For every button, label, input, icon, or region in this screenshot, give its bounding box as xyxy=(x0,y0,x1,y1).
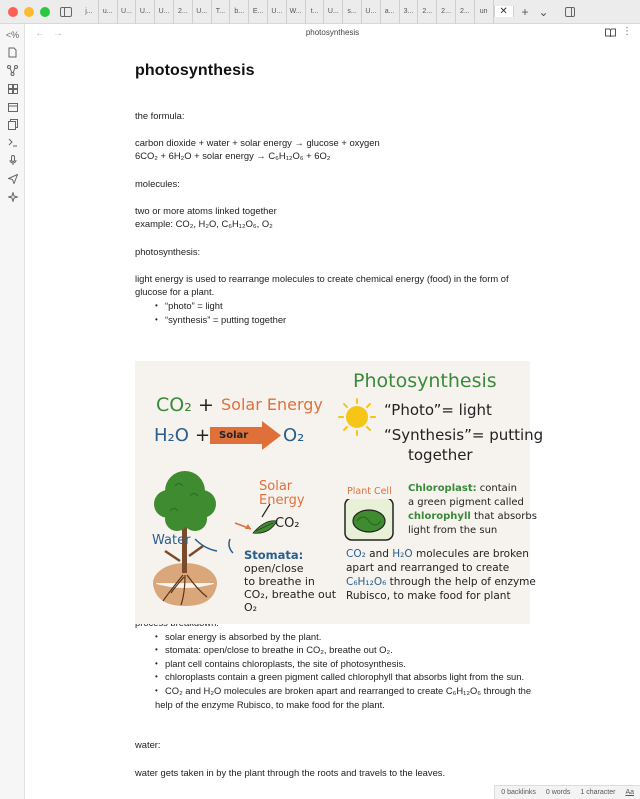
caption-rest: through the help of enzyme xyxy=(386,576,536,588)
stomata-line: to breathe in xyxy=(244,575,315,588)
templater-icon[interactable]: <% xyxy=(5,29,20,40)
tab-active-close[interactable] xyxy=(494,6,514,17)
close-icon[interactable]: ✕ xyxy=(499,6,508,17)
list-item: • “photo” = light xyxy=(155,299,535,313)
caption-and: and xyxy=(365,548,393,560)
tab[interactable]: E... xyxy=(249,0,268,24)
graph-icon[interactable] xyxy=(6,64,19,77)
tab[interactable]: s... xyxy=(343,0,362,24)
chloroplast-label: Chloroplast: xyxy=(408,483,477,494)
formula-words: carbon dioxide + water + solar energy → glucose + oxygen xyxy=(135,136,380,148)
tree-co2-label: CO₂ xyxy=(275,516,300,531)
photosynthesis-paragraph: light energy is used to rearrange molecules to create chemical energy (food) in the form of glucose for a plant. xyxy=(135,272,509,298)
backlinks-count[interactable]: 0 backlinks xyxy=(501,789,536,796)
process-bullets xyxy=(135,630,535,698)
list-item: • plant cell contains chloroplasts, the site of photosynthesis. xyxy=(155,657,535,671)
tab[interactable]: U... xyxy=(324,0,343,24)
more-options-icon[interactable]: ⋮ xyxy=(622,26,632,37)
terminal-icon[interactable] xyxy=(6,136,19,149)
tab-list-dropdown-icon[interactable]: ⌄ xyxy=(538,4,549,19)
tab[interactable]: 2... xyxy=(437,0,456,24)
word-count: 0 words xyxy=(545,789,571,796)
stomata-line: open/close xyxy=(244,562,304,575)
leaf-icon xyxy=(253,521,277,534)
left-sidebar-toggle-icon[interactable] xyxy=(60,7,72,17)
molecules-heading: molecules: xyxy=(135,177,180,189)
photosynthesis-bullets xyxy=(135,299,535,326)
back-arrow-icon[interactable]: ← xyxy=(35,27,45,39)
reading-view-icon[interactable] xyxy=(605,28,616,39)
stomata-line: O₂ xyxy=(244,601,258,614)
caption-rest: molecules are broken xyxy=(412,548,529,560)
chloroplast-line: light from the sun xyxy=(408,525,498,536)
file-icon[interactable] xyxy=(6,46,19,59)
formula-heading: the formula: xyxy=(135,109,185,121)
list-item: • “synthesis” = putting together xyxy=(155,313,535,327)
co2-label: CO₂ xyxy=(156,394,192,416)
infographic-title: Photosynthesis xyxy=(353,370,497,392)
left-ribbon xyxy=(0,24,25,799)
tab[interactable]: a... xyxy=(381,0,400,24)
character-count: 1 character xyxy=(580,789,616,796)
tree-energy-label: Energy xyxy=(259,493,305,508)
tree-solar-label: Solar xyxy=(259,479,293,494)
tab[interactable]: un xyxy=(475,0,494,24)
tab[interactable]: U... xyxy=(118,0,137,24)
photosynthesis-infographic[interactable] xyxy=(135,361,544,624)
plus-sign: + xyxy=(198,394,214,416)
stomata-line: CO₂, breathe out xyxy=(244,588,337,601)
calendar-icon[interactable] xyxy=(6,100,19,113)
tab[interactable]: U... xyxy=(362,0,381,24)
photo-definition: “Photo”= light xyxy=(384,401,492,419)
stomata-label: Stomata: xyxy=(244,548,304,562)
chloroplast-line xyxy=(408,483,517,494)
minimize-window-button[interactable] xyxy=(24,7,34,17)
h2o-label: H₂O xyxy=(154,425,189,446)
tab[interactable]: 2... xyxy=(418,0,437,24)
font-settings-icon[interactable]: Aa xyxy=(625,789,634,796)
tab[interactable]: 2... xyxy=(456,0,475,24)
sun-icon xyxy=(339,399,375,435)
right-sidebar-toggle-icon[interactable] xyxy=(565,7,575,17)
close-window-button[interactable] xyxy=(8,7,18,17)
tab-list xyxy=(80,0,494,24)
list-item: • chloroplasts contain a green pigment called chlorophyll that absorbs light from the sun. xyxy=(155,670,535,684)
o2-label: O₂ xyxy=(283,425,305,446)
sparkle-icon[interactable] xyxy=(6,190,19,203)
tab-bar xyxy=(0,0,640,24)
molecules-example: example: CO₂, H₂O, C₆H₁₂O₆, O₂ xyxy=(135,218,273,230)
note-title[interactable]: photosynthesis xyxy=(135,62,255,79)
tab[interactable]: T... xyxy=(212,0,231,24)
view-header xyxy=(25,24,640,42)
chloroplast-line: a green pigment called xyxy=(408,497,524,508)
window-controls xyxy=(8,7,50,17)
list-item: • CO₂ and H₂O molecules are broken apart and rearranged to create C₆H₁₂O₆ through the xyxy=(155,684,535,698)
grid-icon[interactable] xyxy=(6,82,19,95)
chloroplast-line xyxy=(408,511,537,522)
tab[interactable]: u... xyxy=(99,0,118,24)
mic-icon[interactable] xyxy=(6,154,19,167)
plus-sign: + xyxy=(195,425,211,446)
bottom-caption-line xyxy=(346,548,529,560)
tab[interactable]: 3... xyxy=(400,0,419,24)
plant-cell-label: Plant Cell xyxy=(347,486,392,497)
zoom-window-button[interactable] xyxy=(40,7,50,17)
bottom-caption-line: apart and rearranged to create xyxy=(346,562,510,574)
tab[interactable]: U... xyxy=(268,0,287,24)
caption-h2o: H₂O xyxy=(392,548,413,560)
synthesis-definition-cont: together xyxy=(408,446,473,464)
molecules-definition: two or more atoms linked together xyxy=(135,204,277,216)
bottom-caption-line xyxy=(346,576,536,588)
status-bar xyxy=(494,785,640,799)
tab[interactable]: j... xyxy=(80,0,99,24)
list-item: • solar energy is absorbed by the plant. xyxy=(155,630,535,644)
tab[interactable]: 2... xyxy=(174,0,193,24)
water-paragraph: water gets taken in by the plant through the roots and travels to the leaves. xyxy=(135,766,446,778)
tab[interactable]: b... xyxy=(230,0,249,24)
water-label: Water xyxy=(152,533,191,548)
view-title[interactable]: photosynthesis xyxy=(305,28,360,37)
caption-glucose: C₆H₁₂O₆ xyxy=(346,576,387,588)
copy-icon[interactable] xyxy=(6,118,19,131)
caption-co2: CO₂ xyxy=(346,548,366,560)
chlorophyll-label: chlorophyll xyxy=(408,511,471,522)
tab[interactable]: W... xyxy=(287,0,306,24)
chloroplast-text: contain xyxy=(476,483,517,494)
formula-chemical: 6CO₂ + 6H₂O + solar energy → C₆H₁₂O₆ + 6O₂ xyxy=(135,150,331,162)
forward-arrow-icon[interactable]: → xyxy=(53,27,63,39)
bottom-caption-line: Rubisco, to make food for plant xyxy=(346,590,511,602)
tab[interactable]: U... xyxy=(155,0,174,24)
new-tab-button[interactable]: + xyxy=(521,4,529,19)
photosynthesis-heading: photosynthesis: xyxy=(135,245,201,257)
chloroplast-text: that absorbs xyxy=(470,511,537,522)
synthesis-definition: “Synthesis”= putting xyxy=(384,426,544,444)
tab[interactable]: U... xyxy=(136,0,155,24)
list-item: • stomata: open/close to breathe in CO₂, breathe out O₂. xyxy=(155,643,535,657)
tab[interactable]: t... xyxy=(306,0,325,24)
send-icon[interactable] xyxy=(6,172,19,185)
water-heading: water: xyxy=(135,739,161,751)
solar-energy-label: Solar Energy xyxy=(221,395,323,414)
arrow-solar-label: Solar xyxy=(219,430,249,441)
process-continuation: help of the enzyme Rubisco, to make food for the plant. xyxy=(155,698,385,710)
stomata-arrow-icon xyxy=(229,539,233,553)
tab[interactable]: U... xyxy=(193,0,212,24)
